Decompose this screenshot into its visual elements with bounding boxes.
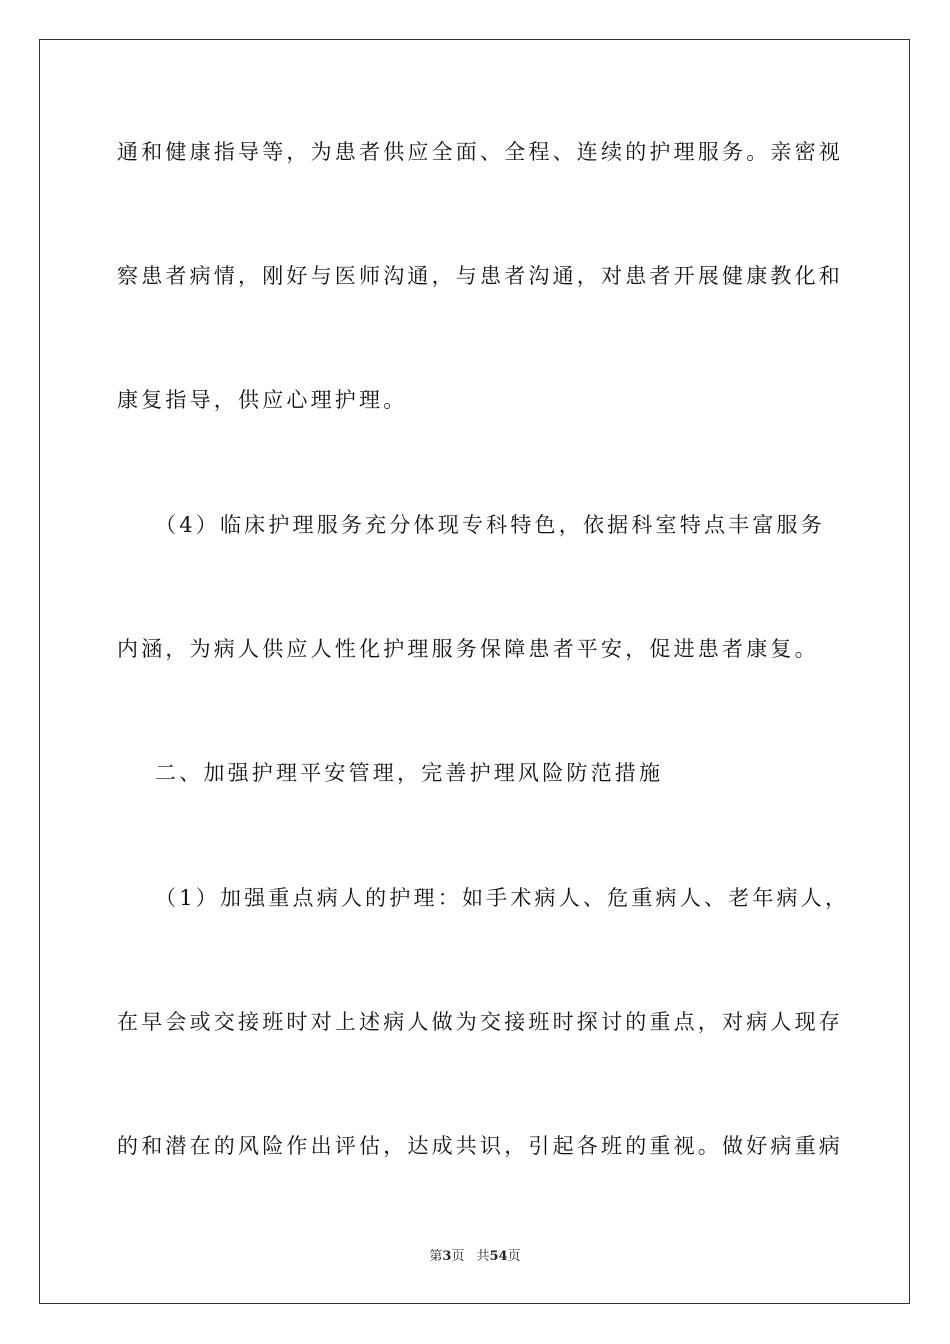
- paragraph-line: （1）加强重点病人的护理：如手术病人、危重病人、老年病人，: [155, 886, 850, 910]
- total-suffix: 页: [507, 1249, 521, 1264]
- page-suffix: 页: [451, 1249, 465, 1264]
- total-prefix: 共: [476, 1249, 490, 1264]
- paragraph-line: 通和健康指导等，为患者供应全面、全程、连续的护理服务。亲密视: [117, 140, 843, 164]
- page-footer: [0, 1248, 950, 1266]
- paragraph-line: 在早会或交接班时对上述病人做为交接班时探讨的重点，对病人现存: [117, 1010, 843, 1034]
- paragraph-line: 康复指导，供应心理护理。: [117, 388, 408, 412]
- paragraph-line: 内涵，为病人供应人性化护理服务保障患者平安，促进患者康复。: [117, 637, 819, 661]
- page-number: 3: [442, 1249, 452, 1264]
- page-prefix: 第: [429, 1249, 443, 1264]
- paragraph-line: 的和潜在的风险作出评估，达成共识，引起各班的重视。做好病重病: [117, 1134, 843, 1158]
- total-pages: 54: [489, 1249, 508, 1264]
- paragraph-line: （4）临床护理服务充分体现专科特色，依据科室特点丰富服务: [155, 513, 825, 537]
- section-heading: 二、加强护理平安管理，完善护理风险防范措施: [155, 761, 664, 785]
- paragraph-line: 察患者病情，刚好与医师沟通，与患者沟通，对患者开展健康教化和: [117, 264, 843, 288]
- page-border: [39, 39, 910, 1304]
